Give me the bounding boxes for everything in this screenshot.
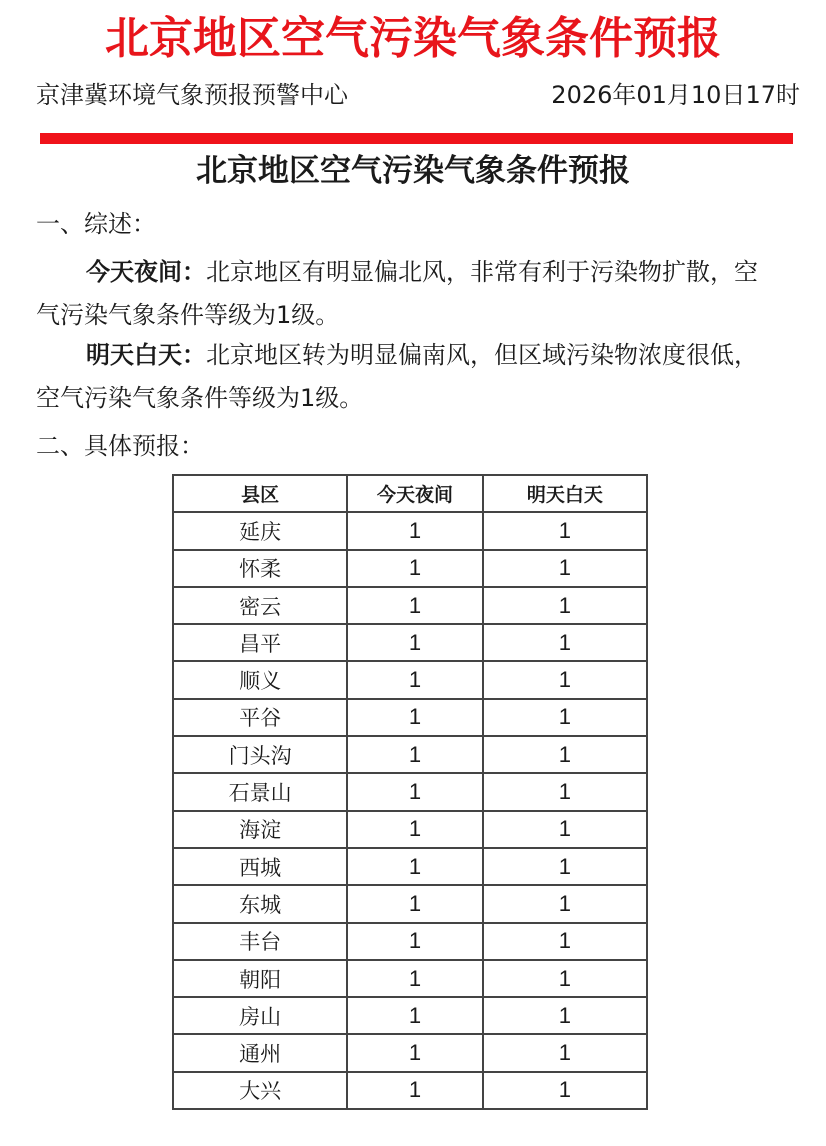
tomorrow-paragraph (36, 334, 776, 420)
tomorrow-level-cell: 1 (483, 848, 647, 885)
district-cell: 大兴 (173, 1072, 347, 1109)
tomorrow-text: 北京地区转为明显偏南风，但区域污染物浓度很低，空气污染气象条件等级为1级。 (36, 341, 758, 412)
district-cell: 顺义 (173, 661, 347, 698)
tonight-level-cell: 1 (347, 1072, 482, 1109)
table-row (173, 1072, 647, 1109)
tomorrow-level-cell: 1 (483, 661, 647, 698)
tonight-level-cell: 1 (347, 960, 482, 997)
district-cell: 延庆 (173, 512, 347, 549)
tonight-text: 北京地区有明显偏北风，非常有利于污染物扩散，空气污染气象条件等级为1级。 (36, 258, 758, 329)
issuer-name: 京津冀环境气象预报预警中心 (36, 81, 348, 109)
tonight-paragraph (36, 251, 776, 337)
tonight-level-cell: 1 (347, 885, 482, 922)
district-cell: 怀柔 (173, 550, 347, 587)
tonight-level-cell: 1 (347, 624, 482, 661)
district-cell: 东城 (173, 885, 347, 922)
table-row (173, 885, 647, 922)
table-row (173, 587, 647, 624)
section-detail-heading: 二、具体预报： (36, 432, 204, 460)
tonight-level-cell: 1 (347, 550, 482, 587)
tonight-level-cell: 1 (347, 1034, 482, 1071)
table-row (173, 811, 647, 848)
header-tonight: 今天夜间 (347, 475, 482, 512)
district-cell: 朝阳 (173, 960, 347, 997)
table-row (173, 661, 647, 698)
section-summary-heading: 一、综述： (36, 210, 156, 238)
tomorrow-level-cell: 1 (483, 1072, 647, 1109)
district-cell: 密云 (173, 587, 347, 624)
tonight-label: 今天夜间： (86, 258, 206, 286)
tonight-level-cell: 1 (347, 512, 482, 549)
header-district: 县区 (173, 475, 347, 512)
table-row (173, 699, 647, 736)
tonight-level-cell: 1 (347, 997, 482, 1034)
tomorrow-label: 明天白天： (86, 341, 206, 369)
district-cell: 昌平 (173, 624, 347, 661)
district-cell: 通州 (173, 1034, 347, 1071)
district-cell: 平谷 (173, 699, 347, 736)
table-row (173, 997, 647, 1034)
table-row (173, 512, 647, 549)
tomorrow-level-cell: 1 (483, 736, 647, 773)
tonight-level-cell: 1 (347, 773, 482, 810)
table-row (173, 624, 647, 661)
tomorrow-level-cell: 1 (483, 699, 647, 736)
tonight-level-cell: 1 (347, 736, 482, 773)
table-row (173, 923, 647, 960)
district-cell: 西城 (173, 848, 347, 885)
banner-title: 北京地区空气污染气象条件预报 (105, 13, 721, 64)
tonight-level-cell: 1 (347, 661, 482, 698)
tonight-level-cell: 1 (347, 699, 482, 736)
tonight-level-cell: 1 (347, 848, 482, 885)
table-row (173, 960, 647, 997)
tonight-level-cell: 1 (347, 811, 482, 848)
tonight-level-cell: 1 (347, 587, 482, 624)
tomorrow-level-cell: 1 (483, 587, 647, 624)
table-row (173, 736, 647, 773)
district-cell: 丰台 (173, 923, 347, 960)
table-row (173, 550, 647, 587)
district-cell: 海淀 (173, 811, 347, 848)
forecast-table (172, 474, 648, 1110)
table-row (173, 773, 647, 810)
tomorrow-level-cell: 1 (483, 1034, 647, 1071)
tomorrow-level-cell: 1 (483, 885, 647, 922)
tomorrow-level-cell: 1 (483, 512, 647, 549)
tomorrow-level-cell: 1 (483, 997, 647, 1034)
table-header-row (173, 475, 647, 512)
district-cell: 石景山 (173, 773, 347, 810)
table-row (173, 848, 647, 885)
document-title: 北京地区空气污染气象条件预报 (196, 153, 630, 189)
tonight-level-cell: 1 (347, 923, 482, 960)
district-cell: 门头沟 (173, 736, 347, 773)
tomorrow-level-cell: 1 (483, 811, 647, 848)
tomorrow-level-cell: 1 (483, 923, 647, 960)
tomorrow-level-cell: 1 (483, 773, 647, 810)
tomorrow-level-cell: 1 (483, 624, 647, 661)
header-tomorrow: 明天白天 (483, 475, 647, 512)
tomorrow-level-cell: 1 (483, 550, 647, 587)
table-row (173, 1034, 647, 1071)
issue-time: 2026年01月10日17时 (551, 81, 800, 109)
tomorrow-level-cell: 1 (483, 960, 647, 997)
district-cell: 房山 (173, 997, 347, 1034)
red-divider (40, 133, 793, 144)
